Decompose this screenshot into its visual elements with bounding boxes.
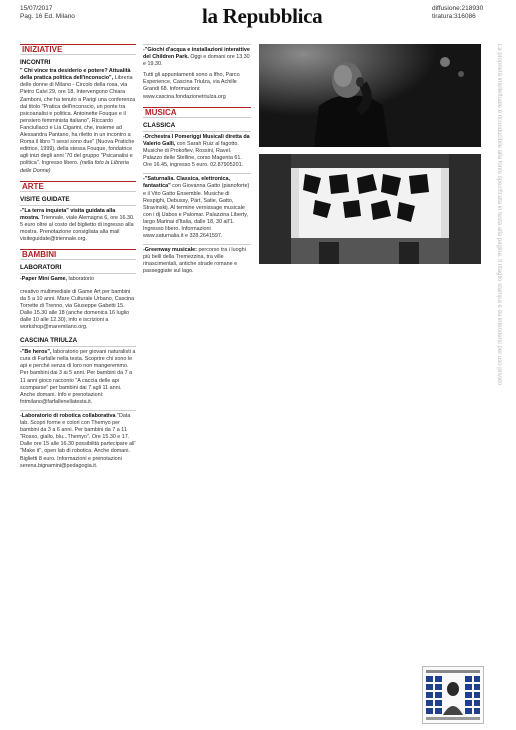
page-thumbnail-image bbox=[423, 667, 483, 723]
article-body: con Giovanna Gatto (pianoforte) e il Vito Gatto Ensemble. Musiche di Respighi, Debussy, Pärt, Satie, Gatto, Stravinskij. Al termine vernissage musicale con i dj Uabos e Palomar. Palazzina Liberty, largo Marinai d'Italia, dalle 18, 30 all'1. Ingresso libero. Informazioni www.saturnalia.it e 328.2641597. bbox=[143, 183, 250, 240]
article-body: Libreria delle donne di Milano - Circolo della rosa, via Pietro Calvi 29, ore 18. Intervengono Chiara Zamboni, che ha tenuto a Parigi una conferenza dal titolo "Pratica dell'inconscio, un ponte tra psicoanalisi e politica. Antoinette Fouque e il pensiero femminista italiano", Riccardo Fanciullacci e Lia Cigarini, che, insieme ad Alessandra Pantano, ha riletto in un incontro a Roma il libro "I sessi sono due" (Nuova Pratiche editrice, 1999), della stessa Fouque, fondatrice agli inizi degli anni '70 del gruppo "Psicanalisi e politica". Ingresso libero. bbox=[20, 75, 136, 167]
article-title: -Greenway musicale: bbox=[143, 247, 197, 254]
article-body: percorso tra i luoghi più belli della Tremezzina, tra ville rinascimentali, antiche strade romane e passeggiate sul lago. bbox=[143, 247, 246, 275]
article-orchestra bbox=[143, 131, 251, 169]
page-meta bbox=[20, 5, 75, 21]
article-body: laboratorio bbox=[68, 276, 95, 283]
section-iniziative: INIZIATIVE bbox=[20, 44, 136, 55]
article-body: laboratorio per giovani naturalisti a cura di Farfalle nella testa. Scoprire chi sono le api e perché senza di loro non mangeremmo. Per bambini dai 3 ai 5 anni. Per bambini da 7 a 11 anni gioco racconto "A caccia delle api scomparse" per bambini dai 7 agli 11 anni. Anche domani. Info e prenotazioni: fntmilano@farfallenellatesta.it. bbox=[20, 349, 136, 405]
article-greenway bbox=[143, 244, 251, 275]
section-musica: MUSICA bbox=[143, 107, 251, 118]
subhead-laboratori: LABORATORI bbox=[20, 264, 62, 272]
article-body-cont: creativo multimediale di Game Art per bambini da 5 a 10 anni. Mare Culturale Urbano, Cascina Torrette di Trenno, via Giuseppe Gabetti 15. Dalle 15.30 alle 18 (anche domenica 16 luglio dalle 10 alle 12.30), info e iscrizioni a workshop@maremilano.org. bbox=[20, 288, 135, 330]
subhead-cascina: CASCINA TRIULZA bbox=[20, 337, 78, 345]
subhead-incontri: INCONTRI bbox=[20, 59, 51, 67]
article-giochi bbox=[143, 44, 251, 68]
column-left bbox=[20, 44, 136, 474]
article-body: Triennale, viale Alemagna 6, ore 16.30. 5 euro oltre al costo del biglietto di ingresso alla mostra. Prenotazione consigliata alla mail visiteguidate@triennale.org. bbox=[20, 214, 135, 243]
article-body: con Sarah Ruiz al fagotto. Musiche di Prokofiev, Rossini, Ravel. Palazzo delle Stelline, corso Magenta 61. Ore 16.45, ingresso 5 euro. 02.87905201. bbox=[143, 140, 244, 169]
photo-facade-image bbox=[259, 154, 481, 264]
article-title: -"Saturnalia. Classica, elettronica, fantastica" bbox=[143, 176, 231, 190]
subhead-classica: CLASSICA bbox=[143, 121, 176, 129]
print-run: tiratura:316086 bbox=[432, 13, 476, 20]
subhead-visite: VISITE GUIDATE bbox=[20, 195, 70, 203]
article-title: -Paper Mini Game, bbox=[20, 276, 68, 283]
circulation: diffusione:218930 bbox=[432, 5, 484, 12]
article-title: -"La terra inquieta" visita guidata alla mostra. bbox=[20, 207, 116, 221]
publication-date: 15/07/2017 bbox=[20, 5, 53, 12]
article-body: Oggi e domani ore 13.30 e 19.30. bbox=[143, 54, 250, 68]
page-edition: Pag. 16 Ed. Milano bbox=[20, 13, 75, 20]
article-visite bbox=[20, 205, 136, 243]
article-robotica bbox=[20, 410, 136, 470]
article-title: -Laboratorio di robotica collaborativa bbox=[20, 412, 116, 419]
article-title: -"Giochi d'acqua e installazioni interattive del Children Park. bbox=[143, 47, 250, 61]
article-caption: (nella foto la Libreria delle Donne) bbox=[20, 160, 129, 174]
section-arte: ARTE bbox=[20, 181, 136, 192]
circulation-info bbox=[432, 5, 483, 21]
page-thumbnail bbox=[422, 666, 484, 724]
article-incontri bbox=[20, 68, 136, 174]
masthead: la Repubblica bbox=[202, 4, 323, 28]
article-title: -Orchestra I Pomeriggi Musicali diretta da Valerio Galli, bbox=[143, 133, 250, 147]
photo-singer-image bbox=[259, 44, 481, 147]
photo-facade bbox=[259, 154, 481, 264]
article-saturnalia bbox=[143, 173, 251, 240]
photo-singer bbox=[259, 44, 481, 147]
copyright-note bbox=[492, 44, 502, 604]
article-title: " Chi vince tra desiderio e potere? Attualità della pratica politica dell'inconscio", bbox=[20, 68, 131, 82]
article-title: -"Be heros", bbox=[20, 349, 52, 356]
article-tutti: Tutti gli appuntamenti sono a Ifho, Parco Experience, Cascina Triulza, via Achille Grandi 68. Informazioni: www.cascina.fondazionetriulza.org bbox=[143, 72, 240, 100]
column-middle bbox=[143, 44, 251, 280]
section-bambini: BAMBINI bbox=[20, 249, 136, 260]
article-be-heros bbox=[20, 346, 136, 406]
article-paper-mini-game bbox=[20, 273, 136, 331]
article-body: "Data lab. Scopri forme e colori con Themyo per bambini da 3 a 6 anni. Per bambini da 7 a 11 "Rosso, giallo, blu...Themyo". Ore 15.30 e 17. Dalle ore 15 alle 16.30 possibilità partecipare all' "Make it", open lab di robotica. Anche domani. Biglietti 8 euro. Informazioni e prenotazioni serena.bignamini@pedagogia.it. bbox=[20, 412, 136, 469]
copyright-text: La proprietà intellettuale è riconducibile alla fonte specificata in testa alla pagina. Il ritaglio stampa è da intendersi per uso privato bbox=[496, 44, 502, 386]
